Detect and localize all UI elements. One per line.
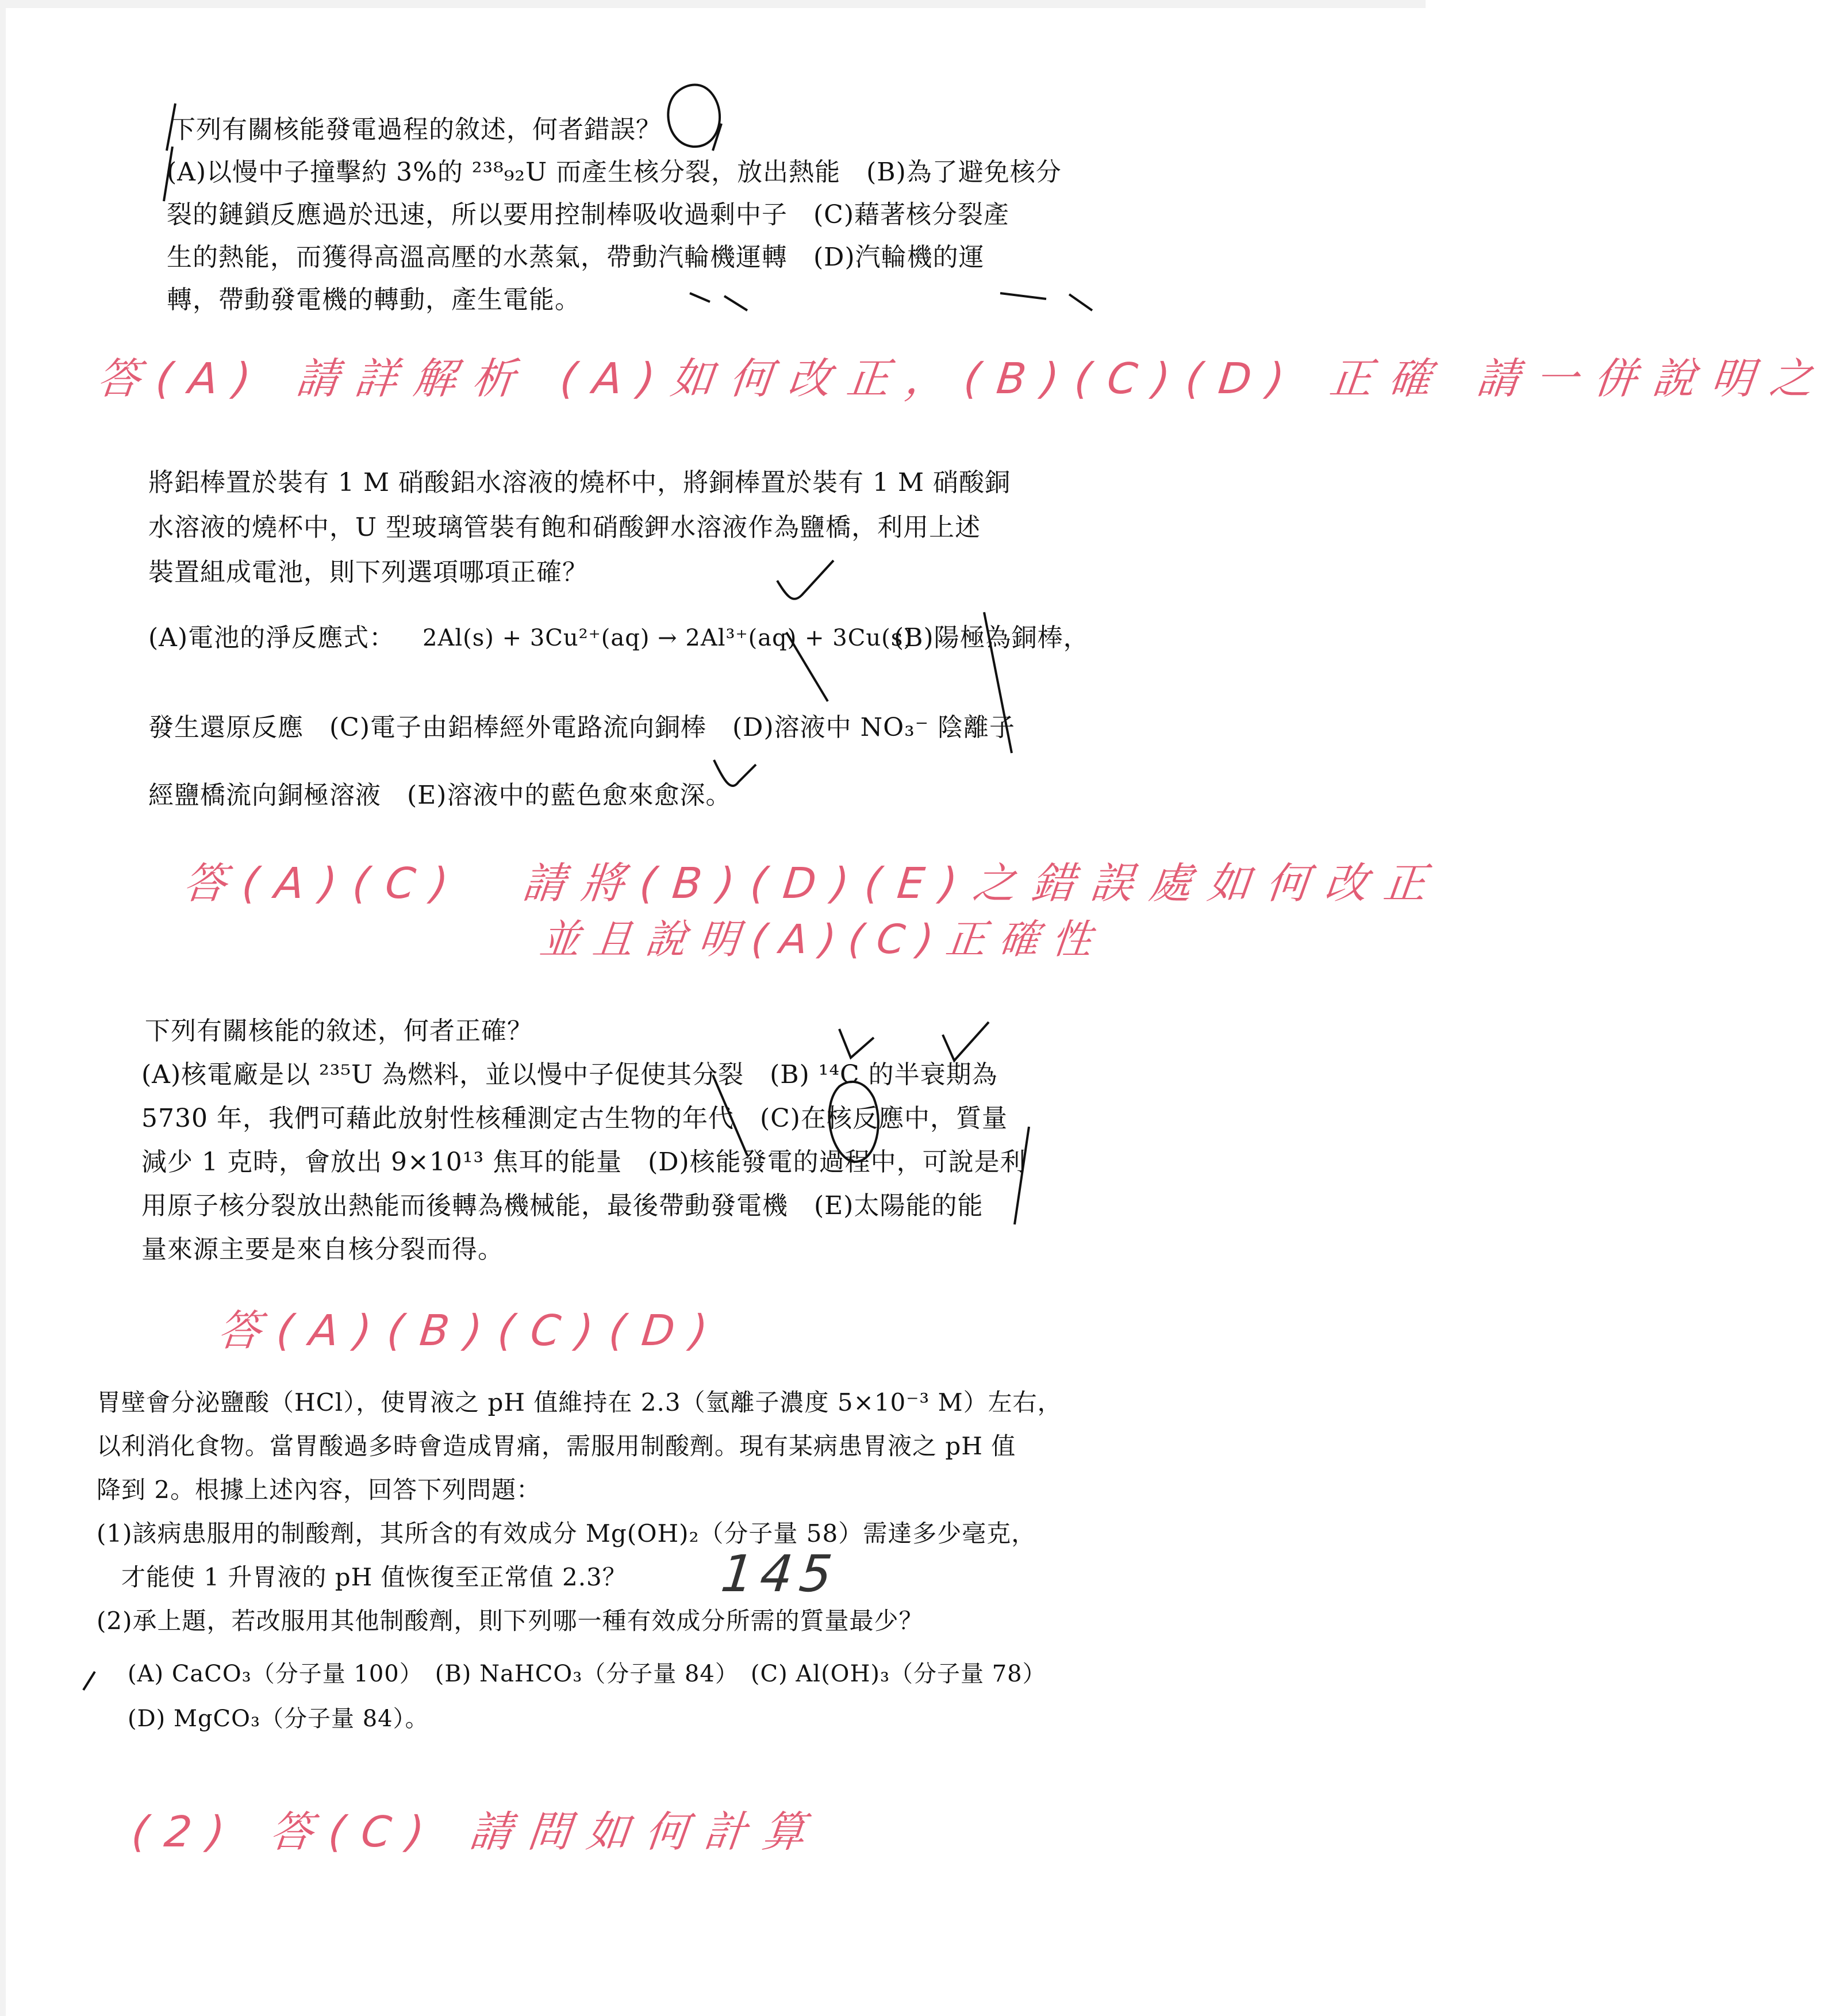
q1-scribble-mark [690, 293, 1092, 310]
q4-line-7: (A) CaCO₃（分子量 100） (B) NaHCO₃（分子量 84） (C) Al(OH)₃（分子量 78） [128, 1661, 1046, 1687]
q2-line-option-e: 經鹽橋流向銅極溶液 (E)溶液中的藍色愈來愈深。 [148, 781, 732, 810]
q1-line-4: 生的熱能，而獲得高溫高壓的水蒸氣，帶動汽輪機運轉 (D)汽輪機的運 [167, 243, 985, 272]
q2-handwritten-note-1: 答(A)(C) 請將(B)(D)(E)之錯誤處如何改正 [180, 859, 1445, 908]
q3-line-1: 下列有關核能的敘述，何者正確？ [145, 1016, 533, 1046]
q1-slash-mark-2 [713, 124, 721, 151]
q2-option-b-start: (B)陽極為銅棒， [894, 623, 1089, 652]
q3-line-6: 量來源主要是來自核分裂而得。 [141, 1235, 504, 1264]
q3-line-2: (A)核電廠是以 ²³⁵U 為燃料，並以慢中子促使其分裂 (B) ¹⁴C 的半衰期為 [141, 1060, 998, 1089]
q2-handwritten-note-2: 並且說明(A)(C)正確性 [537, 916, 1107, 963]
q1-line-3: 裂的鏈鎖反應過於迅速，所以要用控制棒吸收過剩中子 (C)藉著核分裂產 [167, 200, 1009, 229]
q2-line-1: 將鋁棒置於裝有 1 M 硝酸鋁水溶液的燒杯中，將銅棒置於裝有 1 M 硝酸銅 [148, 468, 1011, 497]
q2-equation: 2Al(s) + 3Cu²⁺(aq) → 2Al³⁺(aq) + 3Cu(s) [423, 625, 913, 651]
scan-edge-top [0, 0, 1426, 8]
q4-handwritten-answer: 145 [718, 1544, 842, 1603]
q4-line-3: 降到 2。根據上述內容，回答下列問題： [97, 1476, 541, 1504]
q3-line-4: 減少 1 克時，會放出 9×10¹³ 焦耳的能量 (D)核能發電的過程中，可說是利 [141, 1147, 1026, 1177]
q4-slash-mark [83, 1672, 95, 1690]
q4-line-5: 才能使 1 升胃液的 pH 值恢復至正常值 2.3？ [97, 1563, 627, 1591]
q1-line-1: 下列有關核能發電過程的敘述，何者錯誤？ [170, 115, 662, 144]
q3-line-3: 5730 年，我們可藉此放射性核種測定古生物的年代 (C)在核反應中，質量 [141, 1104, 1008, 1133]
q2-option-a-prefix: (A)電池的淨反應式： [148, 623, 395, 652]
q4-line-8: (D) MgCO₃（分子量 84）。 [128, 1706, 429, 1732]
q1-circle-mark [668, 85, 720, 147]
q1-handwritten-note: 答(A) 請詳解析 (A)如何改正，(B)(C)(D) 正確 請一併說明之 [94, 354, 1831, 404]
q2-line-options-c-d: 發生還原反應 (C)電子由鋁棒經外電路流向銅棒 (D)溶液中 NO₃⁻ 陰離子 [148, 713, 1016, 742]
q1-line-2: (A)以慢中子撞擊約 3%的 ²³⁸₉₂U 而產生核分裂，放出熱能 (B)為了避免核分 [167, 158, 1062, 187]
q2-tick-mark [777, 560, 834, 599]
scan-edge-left [0, 0, 6, 2016]
q4-line-1: 胃壁會分泌鹽酸（HCl），使胃液之 pH 值維持在 2.3（氫離子濃度 5×10⁻³ M）左右， [97, 1388, 1062, 1416]
q4-line-4: (1)該病患服用的制酸劑，其所含的有效成分 Mg(OH)₂（分子量 58）需達多少毫克， [97, 1519, 1036, 1547]
q3-line-5: 用原子核分裂放出熱能而後轉為機械能，最後帶動發電機 (E)太陽能的能 [141, 1191, 984, 1220]
q3-tick-mark-2 [943, 1022, 989, 1061]
q4-line-6: (2)承上題，若改服用其他制酸劑，則下列哪一種有效成分所需的質量最少？ [97, 1607, 924, 1635]
q4-line-2: 以利消化食物。當胃酸過多時會造成胃痛，需服用制酸劑。現有某病患胃液之 pH 值 [97, 1432, 1016, 1460]
q2-line-2: 水溶液的燒杯中，U 型玻璃管裝有飽和硝酸鉀水溶液作為鹽橋，利用上述 [148, 513, 981, 542]
q3-tick-mark [839, 1029, 874, 1058]
q4-handwritten-note: (2) 答(C) 請問如何計算 [129, 1807, 824, 1857]
q1-line-5: 轉，帶動發電機的轉動，產生電能。 [167, 285, 581, 314]
q3-handwritten-note: 答(A)(B)(C)(D) [215, 1306, 726, 1355]
q2-line-3: 裝置組成電池，則下列選項哪項正確？ [148, 558, 588, 587]
